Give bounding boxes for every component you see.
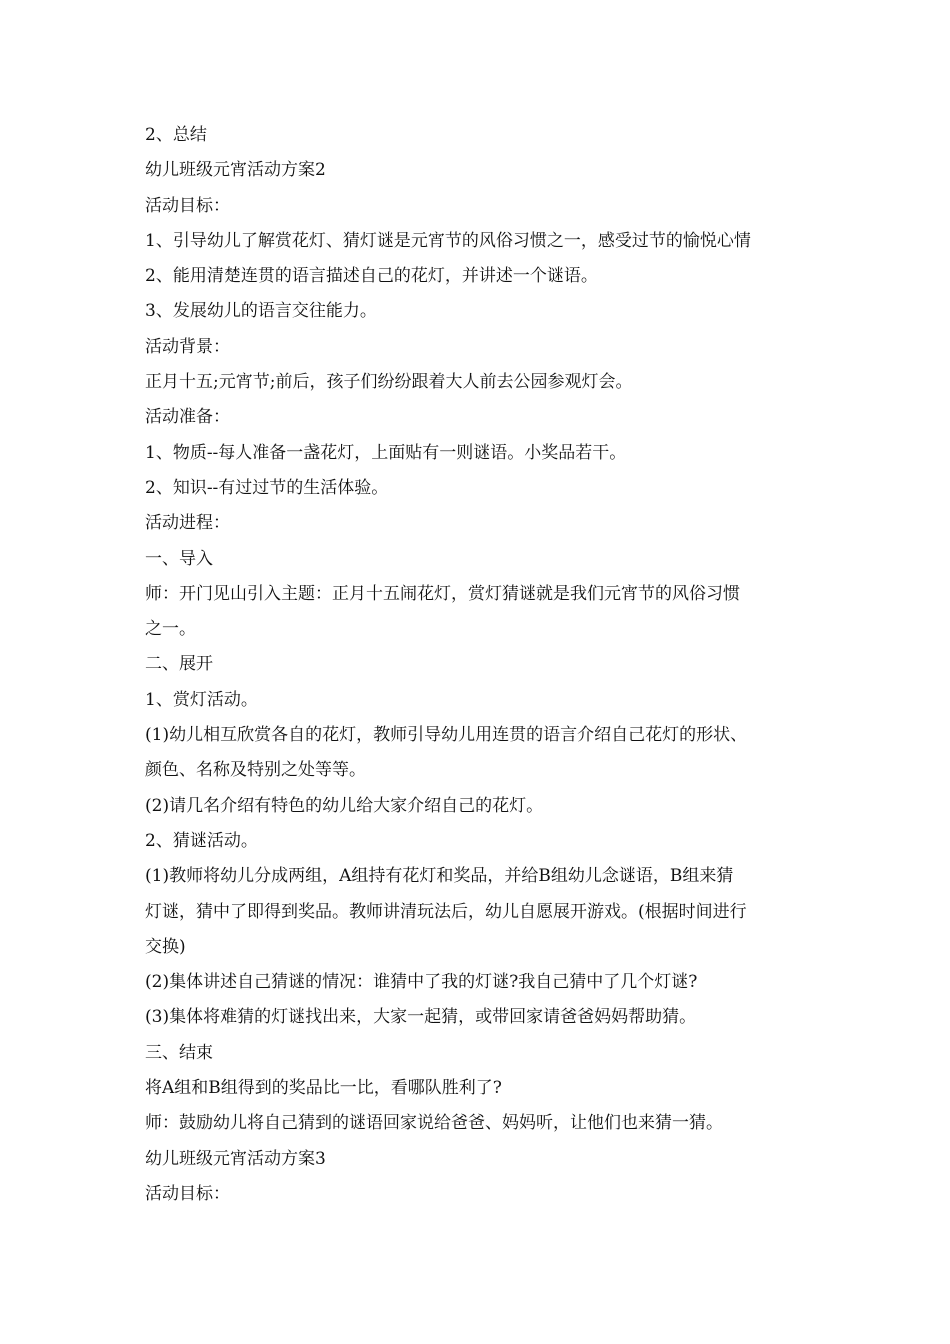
step-heading-end: 三、结束 bbox=[145, 1042, 213, 1063]
step-heading-intro: 一、导入 bbox=[145, 548, 213, 569]
heading-activity-goals: 活动目标： bbox=[145, 195, 230, 216]
background-text: 正月十五;元宵节;前后，孩子们纷纷跟着大人前去公园参观灯会。 bbox=[145, 372, 633, 393]
sub-heading-lantern-activity: 1、赏灯活动。 bbox=[145, 689, 258, 710]
plan-title-3: 幼儿班级元宵活动方案3 bbox=[145, 1148, 326, 1169]
goal-item-3: 3、发展幼儿的语言交往能力。 bbox=[145, 301, 377, 322]
preparation-item-2: 2、知识--有过过节的生活体验。 bbox=[145, 477, 389, 498]
paragraph-line: (1)教师将幼儿分成两组，A组持有花灯和奖品，并给B组幼儿念谜语，B组来猜 bbox=[145, 866, 734, 887]
paragraph-line: 之一。 bbox=[145, 619, 196, 640]
goal-item-2: 2、能用清楚连贯的语言描述自己的花灯，并讲述一个谜语。 bbox=[145, 266, 598, 287]
document-body bbox=[145, 118, 815, 1212]
heading-activity-process: 活动进程： bbox=[145, 513, 230, 534]
paragraph-line: (2)集体讲述自己猜谜的情况：谁猜中了我的灯谜?我自己猜中了几个灯谜? bbox=[145, 972, 698, 993]
paragraph-line: 交换) bbox=[145, 936, 186, 957]
paragraph-line: 师：鼓励幼儿将自己猜到的谜语回家说给爸爸、妈妈听，让他们也来猜一猜。 bbox=[145, 1113, 723, 1134]
goal-item-1: 1、引导幼儿了解赏花灯、猜灯谜是元宵节的风俗习惯之一，感受过节的愉悦心情 bbox=[145, 230, 751, 251]
plan-title-2: 幼儿班级元宵活动方案2 bbox=[145, 160, 326, 181]
paragraph-line: 师：开门见山引入主题：正月十五闹花灯，赏灯猜谜就是我们元宵节的风俗习惯 bbox=[145, 583, 740, 604]
section-heading-summary: 2、总结 bbox=[145, 125, 207, 145]
heading-activity-preparation: 活动准备： bbox=[145, 407, 230, 428]
paragraph-line: 将A组和B组得到的奖品比一比，看哪队胜利了? bbox=[145, 1078, 502, 1099]
paragraph-line: 颜色、名称及特别之处等等。 bbox=[145, 760, 366, 781]
paragraph-line: (3)集体将难猜的灯谜找出来，大家一起猜，或带回家请爸爸妈妈帮助猜。 bbox=[145, 1007, 697, 1028]
paragraph-line: (2)请几名介绍有特色的幼儿给大家介绍自己的花灯。 bbox=[145, 795, 544, 816]
heading-activity-goals: 活动目标： bbox=[145, 1183, 230, 1204]
preparation-item-1: 1、物质--每人准备一盏花灯，上面贴有一则谜语。小奖品若干。 bbox=[145, 442, 627, 463]
paragraph-line: 灯谜，猜中了即得到奖品。教师讲清玩法后，幼儿自愿展开游戏。(根据时间进行 bbox=[145, 901, 747, 922]
paragraph-line: (1)幼儿相互欣赏各自的花灯，教师引导幼儿用连贯的语言介绍自己花灯的形状、 bbox=[145, 725, 748, 746]
sub-heading-riddle-activity: 2、猜谜活动。 bbox=[145, 830, 258, 851]
step-heading-expand: 二、展开 bbox=[145, 654, 213, 675]
heading-activity-background: 活动背景： bbox=[145, 336, 230, 357]
